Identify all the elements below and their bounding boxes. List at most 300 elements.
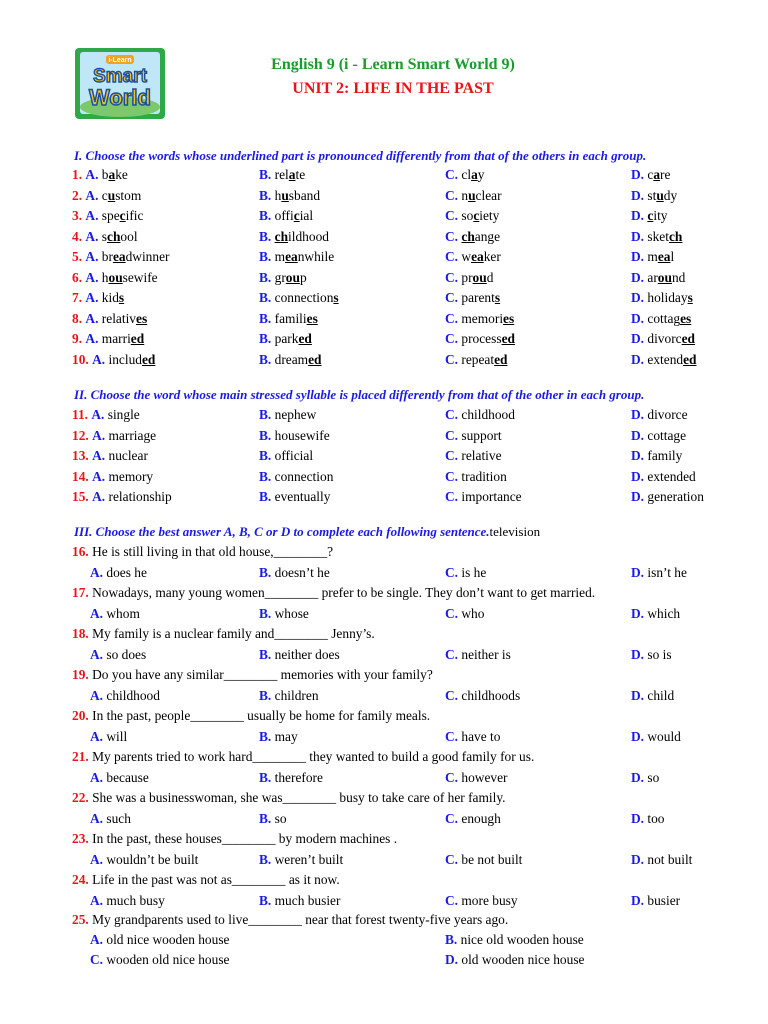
answer-row (0, 852, 768, 872)
question-stem (72, 708, 430, 724)
underlined-sound: ou (472, 269, 487, 285)
option-letter: C. (445, 310, 459, 326)
option (631, 688, 674, 704)
option-text: nephew (274, 407, 317, 422)
question-number: 23. (72, 831, 89, 846)
option (445, 188, 502, 204)
option-word-part: holiday (647, 290, 688, 305)
option-letter: B. (259, 468, 272, 484)
option-letter: A. (85, 290, 99, 305)
option-text: divorce (647, 407, 688, 422)
option (72, 352, 155, 368)
answer-row (0, 893, 768, 913)
option-word-part: ker (483, 249, 501, 264)
option-word-part: sewife (122, 269, 158, 285)
underlined-sound: ch (107, 228, 121, 244)
option (259, 229, 329, 245)
option (72, 208, 143, 224)
option-text: relationship (108, 489, 172, 504)
option-word-part: famili (274, 310, 307, 326)
option (445, 290, 500, 306)
option-letter: B. (259, 770, 272, 785)
underlined-sound: ed (298, 331, 312, 346)
underlined-sound: ed (501, 331, 515, 346)
option-text: tradition (461, 468, 507, 484)
answer-row (0, 811, 768, 831)
option-letter: A. (90, 893, 104, 908)
option-letter: D. (631, 331, 645, 346)
option (90, 647, 146, 663)
option (259, 407, 316, 423)
option-text: childhood (106, 688, 160, 703)
option-letter: A. (90, 932, 104, 947)
question-stem (72, 872, 340, 888)
option (445, 469, 507, 485)
option-text: neither does (274, 647, 340, 662)
option-letter: A. (85, 269, 99, 285)
question-number: 22. (72, 790, 89, 805)
option (631, 311, 691, 327)
option-letter: C. (445, 269, 459, 285)
option-word-part: ke (115, 167, 128, 182)
option-letter: B. (259, 729, 272, 744)
question-number: 2. (72, 187, 83, 203)
option-letter: D. (631, 606, 645, 621)
logo-line2: World (89, 85, 151, 110)
option-letter: B. (259, 565, 272, 580)
option (90, 932, 229, 948)
underlined-sound: ed (308, 351, 322, 367)
option-word-part: cottag (647, 310, 681, 326)
option-letter: B. (259, 606, 272, 621)
option-letter: C. (445, 249, 459, 264)
option-word-part: sket (647, 228, 669, 244)
option-text: housewife (274, 427, 330, 443)
option (259, 852, 343, 868)
option-word-part: nd (671, 269, 686, 285)
underlined-sound: u (656, 187, 664, 203)
option-word-part: b (101, 167, 109, 182)
option (72, 331, 144, 347)
option (259, 311, 318, 327)
option (631, 729, 681, 745)
option-word-part: marri (101, 331, 131, 346)
option-letter: C. (445, 468, 459, 484)
underlined-sound: es (503, 310, 515, 326)
option-letter: A. (85, 228, 99, 244)
option-letter: B. (259, 893, 272, 908)
option-letter: C. (90, 952, 104, 967)
option-letter: D. (631, 448, 645, 463)
section3-heading-tail: television (489, 524, 541, 539)
section1-heading: I. Choose the words whose underlined part is pronounced differently from that of the others in each group. (74, 148, 647, 163)
option-word-part: divorc (647, 331, 682, 346)
option (72, 311, 147, 327)
underlined-sound: ou (285, 269, 300, 285)
option (259, 688, 319, 704)
underlined-sound: c (293, 208, 300, 223)
option-text: relative (461, 448, 502, 463)
underlined-sound: c (473, 208, 480, 223)
option-word-part: iety (479, 208, 500, 223)
option-letter: A. (90, 729, 104, 744)
question-number: 4. (72, 228, 83, 244)
option-text: whose (274, 606, 309, 621)
option-letter: D. (445, 952, 459, 967)
question-text: Life in the past was not as________ as it now. (92, 872, 340, 887)
question-row (0, 489, 768, 509)
option-text: so does (106, 647, 147, 662)
option (259, 606, 309, 622)
option-letter: A. (92, 351, 106, 367)
question-number: 12. (72, 427, 89, 443)
option-word-part: dream (274, 351, 309, 367)
option (445, 932, 584, 948)
option-word-part: m (274, 249, 286, 264)
option-word-part: n (461, 187, 469, 203)
option (445, 565, 486, 581)
option (631, 893, 680, 909)
option-word-part: park (274, 331, 299, 346)
option-text: more busy (461, 893, 518, 908)
question-stem (72, 790, 506, 806)
logo-line1: Smart (93, 66, 147, 87)
option-text: busier (647, 893, 681, 908)
option-word-part: relativ (101, 310, 136, 326)
option-word-part: process (461, 331, 502, 346)
option-word-part: offi (274, 208, 294, 223)
option-word-part: parent (461, 290, 495, 305)
option-text: whom (106, 606, 140, 621)
option (259, 729, 298, 745)
option-text: official (274, 448, 314, 463)
option (259, 893, 340, 909)
option (72, 407, 140, 423)
question-row (0, 331, 768, 351)
option (445, 647, 511, 663)
option-text: much busy (106, 893, 165, 908)
underlined-sound: c (647, 208, 654, 223)
question-number: 7. (72, 290, 83, 305)
answer-row (0, 606, 768, 626)
option-text: marriage (108, 427, 157, 443)
option (631, 811, 665, 827)
option (445, 407, 515, 423)
option (90, 729, 127, 745)
option (631, 852, 692, 868)
answer-row (0, 952, 768, 972)
option-text: nuclear (108, 448, 148, 463)
option-letter: A. (90, 852, 104, 867)
section3-heading-text: III. Choose the best answer A, B, C or D to complete each following sentence. (74, 524, 490, 539)
option-letter: A. (85, 331, 99, 346)
option (631, 565, 687, 581)
option-text: enough (461, 811, 501, 826)
question-number: 17. (72, 585, 89, 600)
option-text: doesn’t he (274, 565, 330, 580)
option (631, 647, 672, 663)
option-word-part: d (486, 269, 494, 285)
question-number: 13. (72, 448, 89, 463)
option-letter: B. (445, 932, 458, 947)
section2-heading: II. Choose the word whose main stressed syllable is placed differently from that of the other in each group. (74, 387, 645, 402)
section3-heading (74, 524, 540, 540)
option-letter: D. (631, 770, 645, 785)
question-stem (72, 667, 433, 683)
option (631, 606, 680, 622)
option-text: weren’t built (274, 852, 344, 867)
option (259, 188, 320, 204)
option-word-part: re (660, 167, 671, 182)
underlined-sound: ea (112, 249, 126, 264)
question-text: My parents tried to work hard________ they wanted to build a good family for us. (92, 749, 535, 764)
underlined-sound: ea (657, 249, 671, 264)
option-letter: C. (445, 688, 459, 703)
question-number: 9. (72, 331, 83, 346)
option-word-part: kid (101, 290, 119, 305)
option (72, 428, 156, 444)
option (445, 229, 500, 245)
question-number: 11. (72, 407, 88, 422)
underlined-sound: u (107, 187, 116, 203)
underlined-sound: ed (683, 351, 697, 367)
option (631, 167, 670, 183)
option (72, 249, 169, 265)
option-letter: C. (445, 407, 459, 422)
option-letter: B. (259, 688, 272, 703)
question-row (0, 428, 768, 448)
question-number: 25. (72, 912, 89, 927)
option-text: who (461, 606, 485, 621)
option (90, 811, 131, 827)
question-number: 1. (72, 167, 83, 182)
option-text: is he (461, 565, 487, 580)
option (445, 606, 484, 622)
option-letter: D. (631, 269, 645, 285)
question-stem (72, 626, 375, 642)
underlined-sound: a (653, 167, 661, 182)
underlined-sound: a (288, 167, 296, 182)
option (259, 469, 333, 485)
option (445, 688, 520, 704)
underlined-sound: es (306, 310, 318, 326)
option-letter: C. (445, 208, 459, 223)
option-text: be not built (461, 852, 523, 867)
option (445, 811, 501, 827)
option-letter: A. (85, 187, 99, 203)
option-text: much busier (274, 893, 341, 908)
underlined-sound: ed (130, 331, 145, 346)
option-text: too (647, 811, 665, 826)
option (631, 407, 688, 423)
option (259, 290, 339, 306)
option-text: generation (647, 489, 704, 504)
option-letter: C. (445, 290, 459, 305)
question-stem (72, 544, 333, 560)
option-text: family (647, 448, 683, 463)
question-number: 3. (72, 208, 83, 223)
option (259, 167, 305, 183)
option (445, 270, 493, 286)
question-number: 19. (72, 667, 89, 682)
option-letter: B. (259, 448, 272, 463)
answer-row (0, 647, 768, 667)
option-word-part: h (274, 187, 282, 203)
question-text: In the past, these houses________ by modern machines . (92, 831, 398, 846)
option-word-part: c (647, 167, 654, 182)
option-word-part: sband (288, 187, 321, 203)
option (631, 290, 693, 306)
option (445, 952, 584, 968)
option-word-part: memori (461, 310, 504, 326)
option-word-part: ange (474, 228, 501, 244)
option (631, 352, 697, 368)
option-letter: B. (259, 647, 272, 662)
option-letter: C. (445, 448, 459, 463)
option-text: importance (461, 489, 522, 504)
option-letter: C. (445, 489, 459, 504)
option (631, 331, 695, 347)
option-text: will (106, 729, 128, 744)
question-number: 18. (72, 626, 89, 641)
option-letter: A. (90, 811, 104, 826)
underlined-sound: ea (471, 249, 484, 264)
option-letter: C. (445, 770, 459, 785)
option-text: childhood (461, 407, 515, 422)
option-letter: C. (445, 811, 459, 826)
question-row (0, 448, 768, 468)
option (90, 606, 140, 622)
option-text: therefore (274, 770, 323, 785)
option (445, 311, 514, 327)
option-word-part: ific (125, 208, 144, 223)
option (445, 893, 518, 909)
option (631, 249, 674, 265)
option-letter: B. (259, 331, 272, 346)
question-row (0, 229, 768, 249)
answer-row (0, 565, 768, 585)
underlined-sound: ch (668, 228, 683, 244)
option (445, 249, 501, 265)
option-letter: B. (259, 290, 272, 305)
underlined-sound: ea (285, 249, 298, 264)
option (259, 249, 334, 265)
question-row (0, 469, 768, 489)
option-word-part: connection (274, 290, 334, 305)
option (72, 469, 153, 485)
option-text: children (274, 688, 319, 703)
question-row (0, 352, 768, 372)
option-letter: D. (631, 351, 645, 367)
option-letter: B. (259, 351, 272, 367)
option-word-part: rel (274, 167, 289, 182)
option (259, 448, 313, 464)
option-letter: C. (445, 893, 459, 908)
option (445, 489, 522, 505)
option-word-part: br (101, 249, 113, 264)
option (90, 688, 160, 704)
question-row (0, 311, 768, 331)
option (259, 565, 330, 581)
option (631, 270, 685, 286)
option (445, 448, 502, 464)
answer-row (0, 688, 768, 708)
question-number: 20. (72, 708, 89, 723)
option (90, 893, 165, 909)
option-letter: A. (92, 448, 106, 463)
option-word-part: s (101, 228, 108, 244)
underlined-sound: ch (461, 228, 475, 244)
question-number: 21. (72, 749, 89, 764)
option-letter: D. (631, 852, 645, 867)
option (259, 208, 313, 224)
option (631, 448, 682, 464)
option-letter: D. (631, 407, 645, 422)
question-number: 15. (72, 489, 89, 504)
option (631, 428, 686, 444)
question-number: 24. (72, 872, 89, 887)
option (90, 565, 147, 581)
underlined-sound: s (687, 290, 693, 305)
option-text: childhoods (461, 688, 521, 703)
option-letter: D. (631, 228, 645, 244)
option (631, 229, 682, 245)
option-word-part: repeat (461, 351, 495, 367)
option-letter: B. (259, 811, 272, 826)
option-word-part: so (461, 208, 474, 223)
underlined-sound: ed (141, 351, 156, 367)
option (631, 208, 667, 224)
option (72, 489, 172, 505)
option-text: does he (106, 565, 147, 580)
option-letter: B. (259, 249, 272, 264)
option-letter: D. (631, 811, 645, 826)
underlined-sound: u (281, 187, 289, 203)
option-letter: C. (445, 565, 459, 580)
question-row (0, 249, 768, 269)
option-letter: A. (85, 249, 99, 264)
option-text: would (647, 729, 681, 744)
option-word-part: ial (299, 208, 314, 223)
option-letter: C. (445, 427, 459, 443)
option (445, 852, 522, 868)
option-letter: D. (631, 427, 645, 443)
question-text: Do you have any similar________ memories with your family? (92, 667, 433, 682)
option-word-part: ildhood (288, 228, 329, 244)
option-letter: A. (90, 606, 104, 621)
option (631, 188, 677, 204)
option (259, 770, 323, 786)
option-letter: B. (259, 208, 272, 223)
question-text: My family is a nuclear family and________ Jenny’s. (92, 626, 375, 641)
option-word-part: l (670, 249, 675, 264)
question-number: 8. (72, 310, 83, 326)
underlined-sound: ch (274, 228, 289, 244)
option (445, 331, 515, 347)
option-word-part: stom (115, 187, 142, 203)
question-number: 6. (72, 269, 83, 285)
option-letter: C. (445, 228, 459, 244)
option-text: wouldn’t be built (106, 852, 199, 867)
option-word-part: extend (647, 351, 684, 367)
option-word-part: ool (120, 228, 138, 244)
underlined-sound: a (471, 167, 478, 182)
option-text: have to (461, 729, 501, 744)
option (445, 167, 484, 183)
option-letter: D. (631, 249, 645, 264)
option-text: nice old wooden house (460, 932, 584, 947)
logo-small-text: i-Learn (108, 57, 132, 64)
